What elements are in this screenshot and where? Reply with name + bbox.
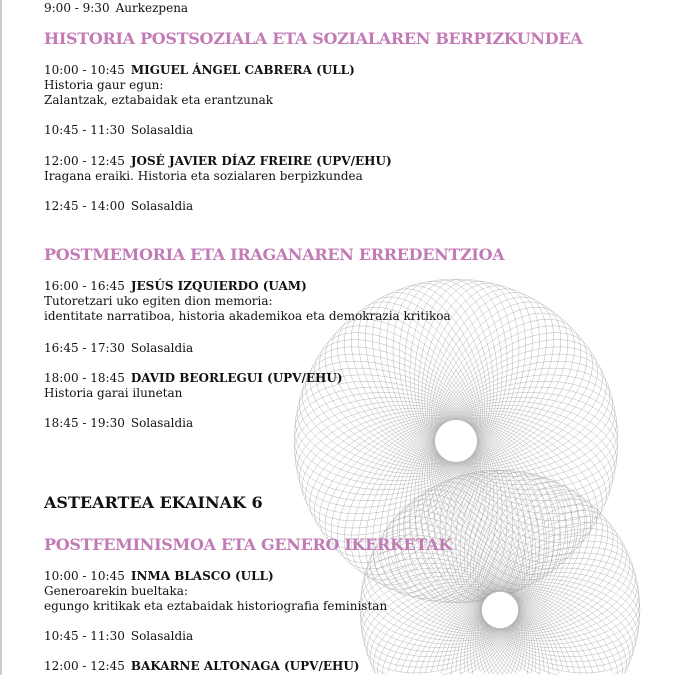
talk-title: Historia gaur egun:: [44, 78, 164, 92]
day-heading: ASTEARTEA EKAINAK 6: [44, 493, 263, 512]
time: 10:00 - 10:45: [44, 63, 125, 77]
time: 18:45 - 19:30: [44, 416, 125, 430]
time: 12:00 - 12:45: [44, 659, 125, 673]
time: 12:00 - 12:45: [44, 154, 125, 168]
session: [44, 371, 343, 401]
label: Solasaldia: [130, 199, 194, 213]
section-title: POSTFEMINISMOA ETA GENERO IKERKETAK: [44, 535, 453, 554]
speaker: INMA BLASCO (ULL): [130, 569, 274, 583]
label: Solasaldia: [130, 123, 194, 137]
label: Solasaldia: [130, 416, 194, 430]
time: 12:45 - 14:00: [44, 199, 125, 213]
talk-title: Iragana eraiki. Historia eta sozialaren berpizkundea: [44, 169, 363, 183]
time: 16:45 - 17:30: [44, 341, 125, 355]
session: [44, 123, 193, 138]
talk-title: Historia garai ilunetan: [44, 386, 183, 400]
talk-title: Zalantzak, eztabaidak eta erantzunak: [44, 93, 274, 107]
time: 9:00 - 9:30: [44, 1, 110, 15]
session: [44, 63, 355, 108]
session: [44, 659, 360, 674]
session: [44, 416, 193, 431]
section-title: HISTORIA POSTSOZIALA ETA SOZIALAREN BERPIZKUNDEA: [44, 29, 583, 48]
session: [44, 341, 193, 356]
speaker: MIGUEL ÁNGEL CABRERA (ULL): [130, 63, 355, 77]
session: [44, 279, 451, 324]
talk-title: egungo kritikak eta eztabaidak historiografia feministan: [44, 599, 388, 613]
speaker: JESÚS IZQUIERDO (UAM): [130, 279, 307, 293]
time: 16:00 - 16:45: [44, 279, 125, 293]
session: [44, 569, 387, 614]
talk-title: identitate narratiboa, historia akademikoa eta demokrazia kritikoa: [44, 309, 451, 323]
speaker: DAVID BEORLEGUI (UPV/EHU): [130, 371, 343, 385]
speaker: BAKARNE ALTONAGA (UPV/EHU): [130, 659, 360, 673]
session: [44, 199, 193, 214]
label: Aurkezpena: [115, 1, 189, 15]
intro-line: [44, 1, 188, 16]
section-title: POSTMEMORIA ETA IRAGANAREN ERREDENTZIOA: [44, 245, 505, 264]
session: [44, 154, 392, 184]
talk-title: Generoarekin bueltaka:: [44, 584, 188, 598]
speaker: JOSÉ JAVIER DÍAZ FREIRE (UPV/EHU): [130, 154, 392, 168]
label: Solasaldia: [130, 341, 194, 355]
time: 10:45 - 11:30: [44, 123, 125, 137]
talk-title: Tutoretzari uko egiten dion memoria:: [44, 294, 273, 308]
spirograph-lower: [360, 470, 640, 675]
time: 18:00 - 18:45: [44, 371, 125, 385]
time: 10:45 - 11:30: [44, 629, 125, 643]
label: Solasaldia: [130, 629, 194, 643]
session: [44, 629, 193, 644]
time: 10:00 - 10:45: [44, 569, 125, 583]
